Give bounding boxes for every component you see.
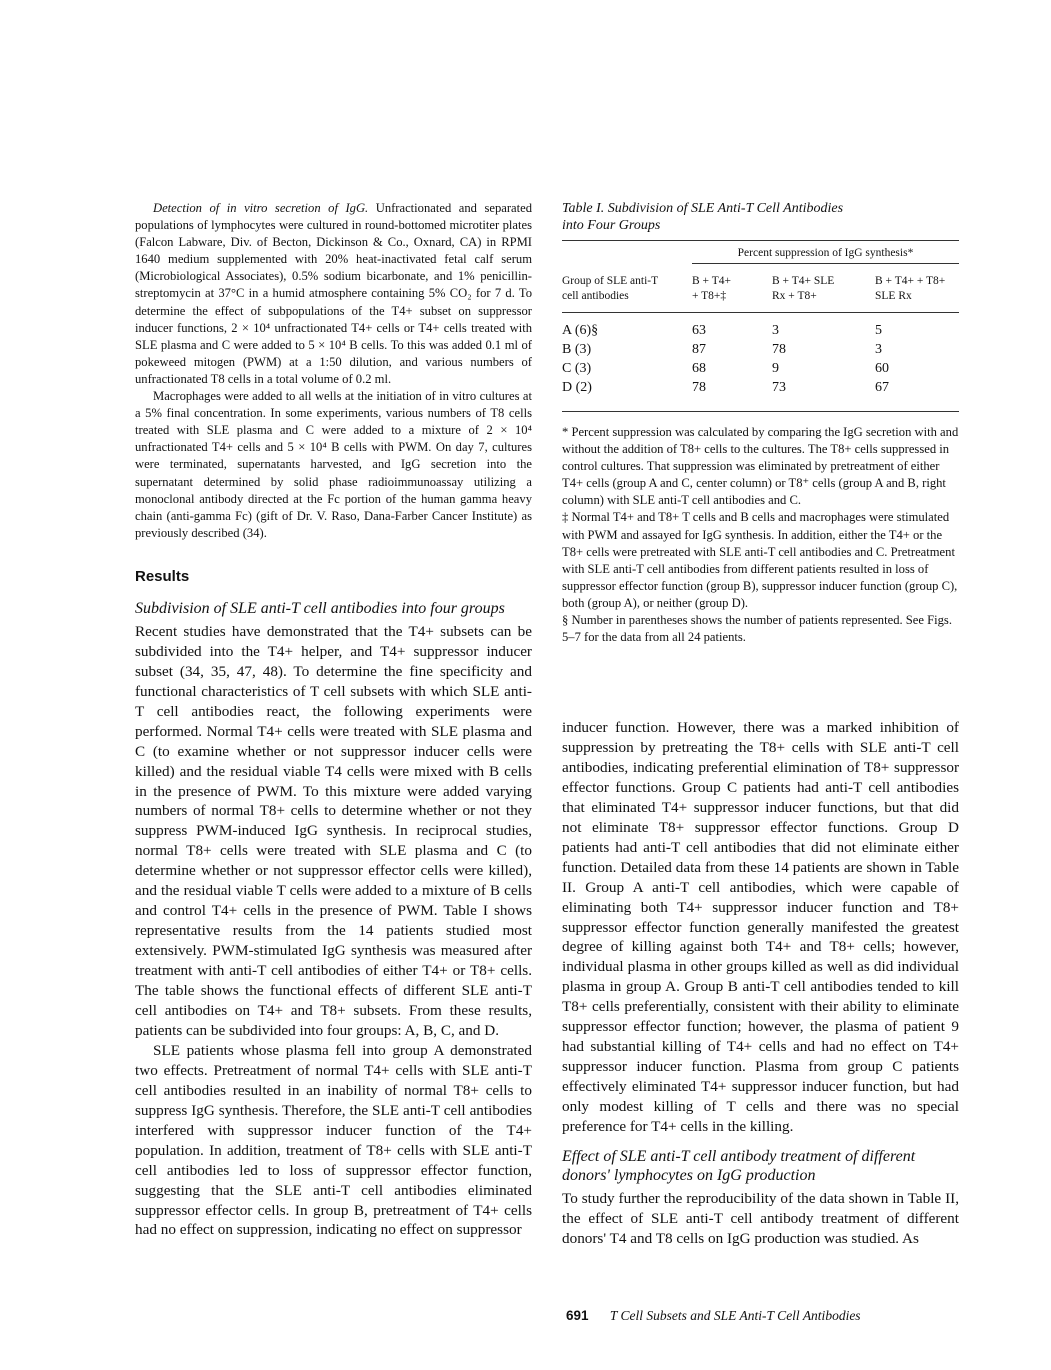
column-header-3 — [875, 268, 959, 312]
table-row — [562, 359, 959, 378]
column-header-1 — [692, 268, 772, 312]
column-header-2-line-2: Rx + T8+ — [772, 290, 817, 302]
cell-value: 78 — [692, 380, 706, 395]
column-header-2 — [772, 268, 875, 312]
cell-group: B (3) — [562, 342, 592, 357]
column-header-group-line-2: cell antibodies — [562, 290, 629, 302]
span-header-rule — [692, 263, 959, 264]
right-paragraph-2: To study further the reproducibility of the data shown in Table II, the effect of SLE anti-T cell antibody treatment of different donors' T4 and T8 cells on IgG production was studied. As — [562, 1190, 959, 1247]
right-paragraph-1: inducer function. However, there was a marked inhibition of suppression by pretreating the T8+ cells with SLE anti-T cell antibodies, indicating preferential elimination of T8+ suppressor effector functions. Group C patients had anti-T cell antibodies that eliminated T4+ suppressor inducer functions, but that did not eliminate T8+ suppressor effector functions. Group D patients had anti-T cell antibodies that did not eliminate either function. Detailed data from these 14 patients are shown in Table II. Group A anti-T cell antibodies, which were capable of eliminating both T4+ suppressor inducer function and T8+ suppressor effector function generally manifested the greatest degree of killing against both T4+ and T8+ cells; however, individual plasma in other groups killed as well as did individual plasma in group A. Group B anti-T cell antibodies tended to kill T8+ cells preferentially, consistent with their ability to eliminate suppressor effector function; however, the plasma of patient 9 had substantial killing of T4+ cells and had no effect on T4+ suppressor inducer function. Plasma from group C patients effectively eliminated T4+ suppressor inducer function, but had only modest killing of T cells and there was no special preference for T4+ cells in the killing. — [562, 719, 959, 1136]
right-column-body — [562, 718, 959, 1249]
table-title-line-1: Table I. Subdivision of SLE Anti-T Cell Antibodies — [562, 201, 844, 216]
table-row — [562, 340, 959, 359]
subheading-different-donors: Effect of SLE anti-T cell antibody treatment of different donors' lymphocytes on IgG production — [562, 1148, 916, 1185]
table-row — [562, 313, 959, 321]
cell-group: D (2) — [562, 380, 592, 395]
page-number: 691 — [566, 1308, 589, 1323]
running-title: T Cell Subsets and SLE Anti-T Cell Antibodies — [609, 1308, 861, 1323]
results-paragraph-1: Recent studies have demonstrated that the T4+ subsets can be subdivided into the T4+ helper, and T4+ suppressor inducer subset (34, 35, 47, 48). To determine the fine specificity and functional characteristics of T cell subsets with which SLE anti-T cell antibodies react, the following experiments were performed. Normal T4+ cells were treated with SLE plasma and C (to examine whether or not suppressor inducer cells were killed) and the residual viable T4 cells were mixed with B cells in the presence of PWM. To this mixture were added varying numbers of normal T8+ cells to determine whether or not they suppress PWM-induced IgG synthesis. In reciprocal studies, normal T8+ cells were treated with SLE plasma and C (to determine whether or not suppressor effector cells were killed), and the residual viable T cells were added to a mixture of B cells and control T4+ cells in the presence of PWM. Table I shows representative results from the 14 patients studied most extensively. PWM-stimulated IgG synthesis was measured after treatment with anti-T cell antibodies of either T4+ or T8+ cells. The table shows the functional effects of different SLE anti-T cell antibodies on T4+ and T8+ subsets. From these results, patients can be subdivided into four groups: A, B, C, and D. — [135, 622, 532, 1039]
results-paragraph-2: SLE patients whose plasma fell into group A demonstrated two effects. Pretreatment of normal T4+ cells with SLE anti-T cell antibodies resulted in an inability of normal T8+ cells to suppress IgG synthesis. Therefore, the SLE anti-T cell antibodies interfered with suppressor inducer function of the T4+ population. In addition, treatment of T8+ cells with SLE anti-T cell antibodies led to loss of suppressor effector function, suggesting that the SLE anti-T cell antibodies eliminated suppressor effector cells. In group B, pretreatment of T4+ cells had no effect on suppression, indicating no effect on suppressor — [135, 1041, 532, 1239]
methods-paragraph-1 — [135, 200, 532, 388]
table-title — [562, 200, 959, 234]
cell-value: 78 — [772, 342, 786, 357]
page-footer — [566, 1308, 861, 1324]
span-header: Percent suppression of IgG synthesis* — [737, 247, 914, 259]
table-footnotes — [562, 424, 959, 646]
footnote-double-dagger: ‡ Normal T4+ and T8+ T cells and B cells and macrophages were stimulated with PWM and assayed for IgG synthesis. In addition, either the T4+ or the T8+ cells were pretreated with SLE anti-T cell antibodies and C. Pretreatment with SLE anti-T cell antibodies from different patients resulted in loss of suppressor effector function (group B), suppressor inducer function (group C), both (group A), or neither (group D). — [562, 510, 958, 610]
footnote-star: * Percent suppression was calculated by comparing the IgG secretion with and without the addition of T8+ cells to the cultures. The T8+ cells suppressed in control cultures. That suppression was eliminated by pretreatment of either T4+ cells (group A and C, center column) or T8⁺ cells (group A and B, right column) with SLE anti-T cell antibodies and C. — [562, 425, 959, 508]
table-title-line-2: into Four Groups — [562, 218, 661, 233]
cell-group: C (3) — [562, 361, 592, 376]
cell-value: 9 — [772, 361, 779, 376]
column-header-1-line-2: + T8+‡ — [692, 290, 727, 302]
methods-paragraph-1-text: Unfractionated and separated populations of lymphocytes were cultured in round-bottomed microtiter plates (Falcon Labware, Div. of Becton, Dickinson & Co., Oxnard, CA) in RPMI 1640 medium supplemented with 20% heat-inactivated fetal calf serum (Microbiological Associates), 0.5% sodium bicarbonate, and 1% penicillin-streptomycin at 37°C in a humid atmosphere containing 5% CO₂ for 7 d. To determine the effect of subpopulations of the T4+ subset on suppressor inducer functions, 2 × 10⁴ unfractionated T4+ cells or T4+ cells treated with SLE plasma and C were added to 5 × 10⁴ B cells. To this was added 0.1 ml of pokeweed mitogen (PWM) at a 1:50 dilution, and various numbers of unfractionated T8 cells in a total volume of 0.2 ml. — [135, 201, 533, 386]
table-row — [562, 321, 959, 340]
cell-value: 3 — [875, 342, 882, 357]
cell-value: 73 — [772, 380, 786, 395]
footnote-section: § Number in parentheses shows the number of patients represented. See Figs. 5–7 for the data from all 24 patients. — [562, 613, 952, 645]
results-heading: Results — [135, 567, 190, 585]
column-header-group — [562, 268, 692, 312]
cell-value: 68 — [692, 361, 706, 376]
methods-run-in-heading: Detection of in vitro secretion of IgG. — [153, 201, 369, 215]
column-header-3-line-2: SLE Rx — [875, 290, 912, 302]
data-table — [562, 241, 959, 411]
column-header-2-line-1: B + T4+ SLE — [772, 275, 835, 287]
table-block — [562, 200, 959, 646]
table-bottom-rule — [562, 411, 959, 412]
cell-value: 3 — [772, 323, 779, 338]
cell-value: 5 — [875, 323, 882, 338]
span-header-cell — [692, 241, 959, 268]
table-body — [562, 313, 959, 411]
left-column — [135, 200, 532, 1240]
subheading-subdivision: Subdivision of SLE anti-T cell antibodies into four groups — [135, 599, 505, 617]
cell-value: 60 — [875, 361, 889, 376]
cell-value: 63 — [692, 323, 706, 338]
column-header-3-line-1: B + T4+ + T8+ — [875, 275, 946, 287]
table-row — [562, 378, 959, 397]
methods-paragraph-2: Macrophages were added to all wells at the initiation of in vitro cultures at a 5% final concentration. In some experiments, various numbers of T8 cells treated with SLE plasma and C were added to a mixture of 2 × 10⁴ unfractionated T4+ cells and 5 × 10⁴ B cells with PWM. On day 7, cultures were terminated, supernatants harvested, and IgG secretion into the supernatant determined by solid phase radioimmunoassay utilizing a monoclonal antibody directed at the Fc portion of the human gamma heavy chain (anti-gamma Fc) (gift of Dr. V. Raso, Dana-Farber Cancer Institute) as previously described (34). — [135, 389, 532, 540]
column-header-1-line-1: B + T4+ — [692, 275, 731, 287]
cell-value: 87 — [692, 342, 706, 357]
cell-group: A (6)§ — [562, 323, 599, 338]
cell-value: 67 — [875, 380, 889, 395]
column-header-group-line-1: Group of SLE anti-T — [562, 275, 659, 287]
